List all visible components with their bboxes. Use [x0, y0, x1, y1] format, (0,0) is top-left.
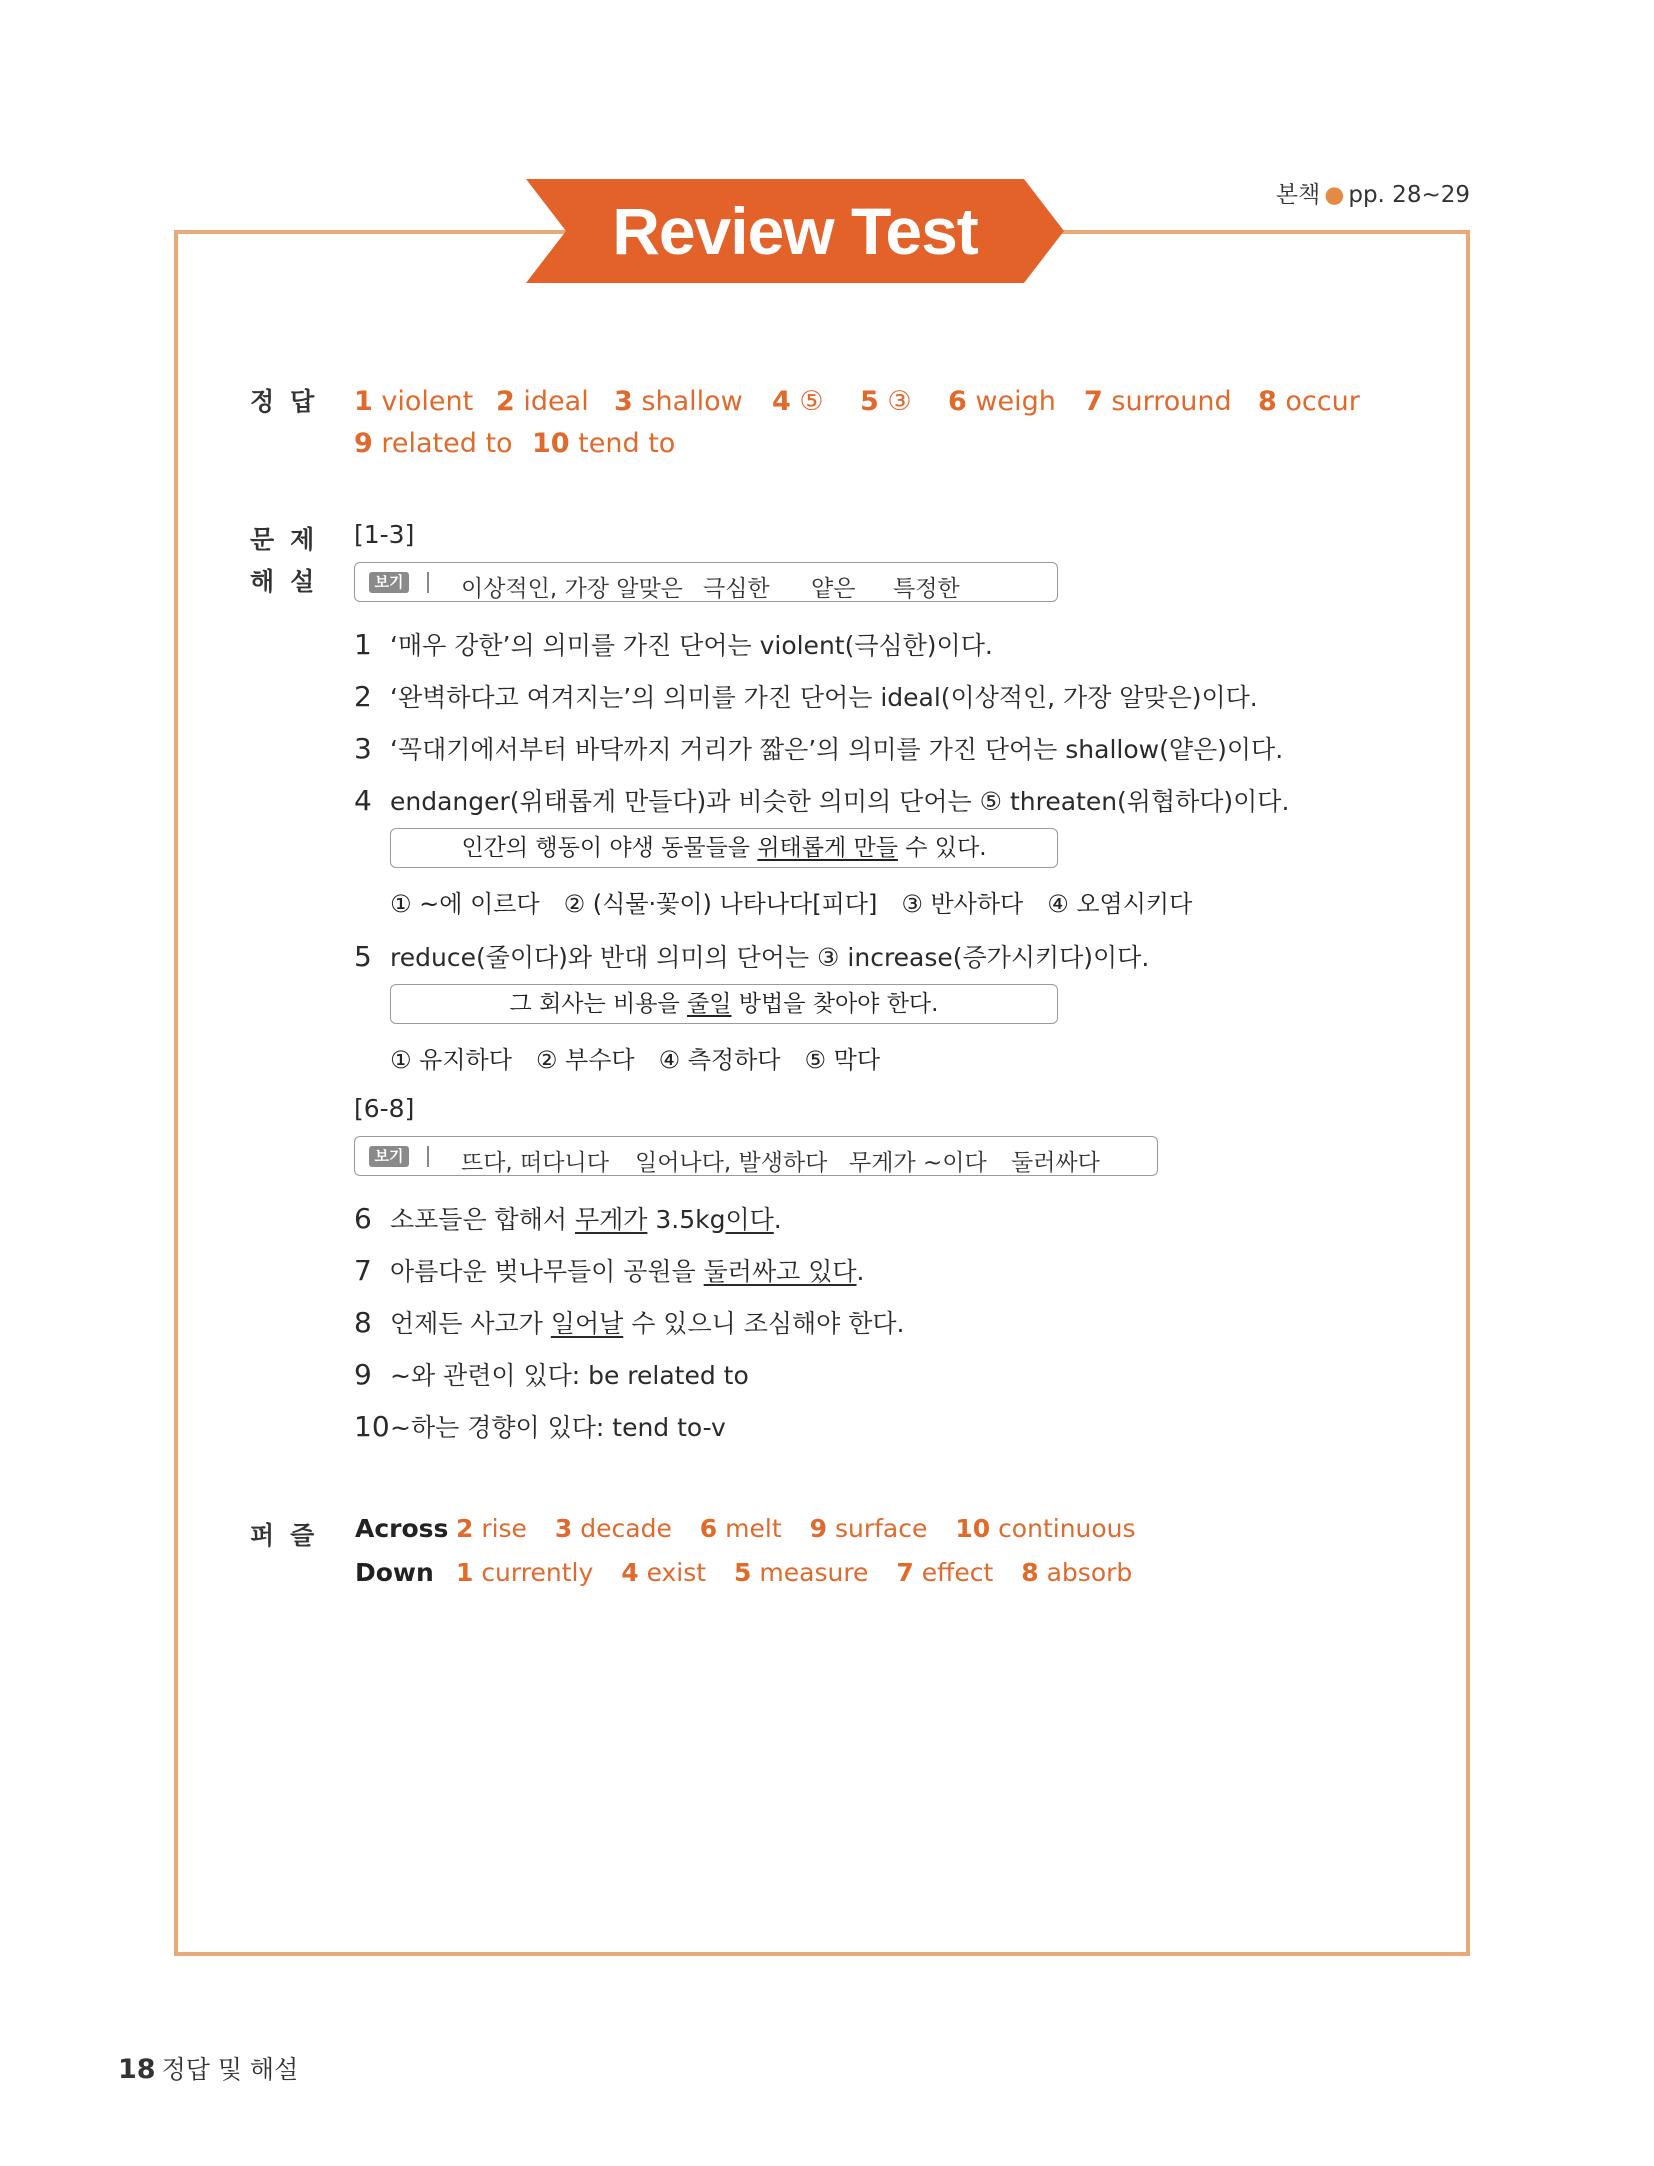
- answer-4: 4 ⑤: [772, 386, 824, 417]
- range-6-8: [6-8]: [354, 1094, 415, 1123]
- answer-1: 1 violent: [354, 386, 474, 417]
- explanation-item-5: 5 reduce(줄이다)와 반대 의미의 단어는 ③ increase(증가시키다)이다.: [354, 940, 1150, 973]
- page-number: 18: [118, 2054, 156, 2085]
- answer-2: 2 ideal: [496, 386, 589, 417]
- explanation-item-6: 6 소포들은 합해서 무게가 3.5kg이다.: [354, 1202, 782, 1235]
- answer-5: 5 ③: [860, 386, 912, 417]
- book-label: 본책: [1275, 182, 1321, 208]
- bogi-tag: 보기: [369, 572, 409, 593]
- explanation-label-2: 해설: [250, 567, 331, 596]
- explanation-item-7: 7 아름다운 벚나무들이 공원을 둘러싸고 있다.: [354, 1254, 865, 1287]
- answer-8: 8 occur: [1258, 386, 1360, 417]
- bogi-word: 무게가 ~이다: [849, 1150, 987, 1176]
- footer-text: 정답 및 해설: [161, 2055, 299, 2084]
- bogi-word: 얕은: [811, 576, 856, 602]
- range-1-3: [1-3]: [354, 520, 415, 549]
- bogi-word: 일어나다, 발생하다: [635, 1150, 828, 1176]
- answer-3: 3 shallow: [614, 386, 743, 417]
- explanation-item-4: 4 endanger(위태롭게 만들다)과 비슷한 의미의 단어는 ⑤ threaten(위협하다)이다.: [354, 784, 1290, 817]
- bogi-box-1: [354, 562, 1058, 602]
- answer-10: 10 tend to: [532, 428, 676, 459]
- page-title: Review Test: [612, 194, 978, 268]
- down-label: Down: [355, 1558, 434, 1587]
- bogi-word: 특정한: [893, 576, 960, 602]
- answer-label: 정답: [250, 387, 331, 416]
- item-4-choices: ① ~에 이르다 ② (식물·꽃이) 나타나다[피다] ③ 반사하다 ④ 오염시키다: [390, 890, 1193, 918]
- page-range: pp. 28~29: [1348, 182, 1470, 208]
- bogi-box-2: [354, 1136, 1158, 1176]
- example-sentence-box-4: 인간의 행동이 야생 동물들을 위태롭게 만들 수 있다.: [390, 828, 1058, 868]
- page-reference: [1276, 176, 1470, 209]
- explanation-item-3: 3 ‘꼭대기에서부터 바닥까지 거리가 짧은’의 의미를 가진 단어는 shallow(얕은)이다.: [354, 732, 1284, 765]
- puzzle-down-row: Down 1 currently 4 exist 5 measure 7 effect 8 absorb: [355, 1558, 1133, 1587]
- bogi-separator: [427, 572, 429, 593]
- page-footer: [118, 2050, 298, 2086]
- answer-6: 6 weigh: [948, 386, 1056, 417]
- across-label: Across: [355, 1514, 449, 1543]
- explanation-item-9: 9 ~와 관련이 있다: be related to: [354, 1358, 749, 1391]
- item-5-choices: ① 유지하다 ② 부수다 ④ 측정하다 ⑤ 막다: [390, 1046, 880, 1074]
- puzzle-label: 퍼즐: [250, 1521, 331, 1550]
- answer-7: 7 surround: [1084, 386, 1232, 417]
- answer-9: 9 related to: [354, 428, 513, 459]
- dot-icon: ●: [1324, 182, 1345, 208]
- review-test-banner: [526, 179, 1064, 283]
- bogi-tag: 보기: [369, 1146, 409, 1167]
- example-sentence-box-5: 그 회사는 비용을 줄일 방법을 찾아야 한다.: [390, 984, 1058, 1024]
- bogi-word: 둘러싸다: [1011, 1150, 1100, 1176]
- explanation-item-2: 2 ‘완벽하다고 여겨지는’의 의미를 가진 단어는 ideal(이상적인, 가장 알맞은)이다.: [354, 680, 1258, 713]
- bogi-word: 극심한: [703, 576, 770, 602]
- explanation-item-10: 10~하는 경향이 있다: tend to-v: [354, 1410, 726, 1443]
- explanation-label-1: 문제: [250, 525, 331, 554]
- explanation-item-1: 1 ‘매우 강한’의 의미를 가진 단어는 violent(극심한)이다.: [354, 628, 993, 661]
- puzzle-across-row: Across 2 rise 3 decade 6 melt 9 surface 10 continuous: [355, 1514, 1136, 1543]
- page-frame: [174, 230, 1470, 1956]
- bogi-word: 뜨다, 떠다니다: [461, 1150, 609, 1176]
- bogi-separator: [427, 1146, 429, 1167]
- bogi-word: 이상적인, 가장 알맞은: [461, 576, 683, 602]
- explanation-item-8: 8 언제든 사고가 일어날 수 있으니 조심해야 한다.: [354, 1306, 905, 1339]
